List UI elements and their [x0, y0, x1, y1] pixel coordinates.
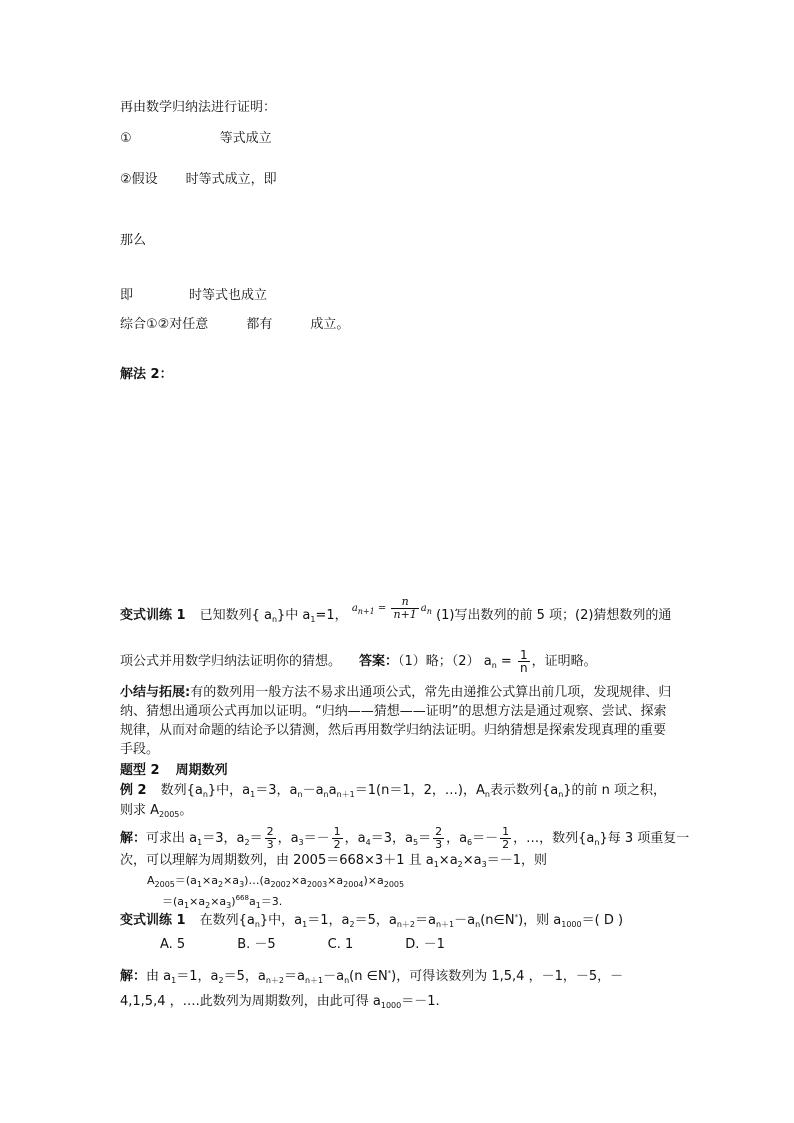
variant1-line1: 变式训练 1 已知数列{ $a_n$}中 $a_1=1$， $^{a_{n+1} = \frac{n}{n+1} a_n}$ (1)写出数列的前 5 项；(2)猜想数列的通 — [120, 595, 672, 624]
example2-line1: 例 2 数列$\{a_n\}$中，$a_1=3$，$a_n-a_na_{n+1}=1(n=1$，2，…)，$A_n$表示数列$\{a_n\}$的前 n 项之积， — [120, 783, 667, 799]
proof-then: 那么 — [120, 233, 147, 248]
solution-v1b-line1: 解：由 $a_1=1$，$a_2=5$，$a_{n+2}=a_{n+1}-a_n(n$ ∈N*)，可得该数列为 1,5,4 ，－1，－5，－ — [120, 969, 624, 985]
solution2-label: 解法 2： — [120, 367, 173, 382]
variant1b-options — [160, 936, 445, 954]
proof-ji: 即 时等式也成立 — [120, 288, 268, 303]
option-b[interactable]: B. －5 — [237, 937, 276, 952]
topic2-heading: 题型 2 周期数列 — [120, 763, 228, 778]
step1-mark: ① — [120, 131, 132, 146]
option-c[interactable]: C. 1 — [327, 937, 354, 952]
summary-paragraph: 小结与拓展:有的数列用一般方法不易求出通项公式，常先由递推公式算出前几项，发现规律、归纳、猜想出通项公式再加以证明。“归纳——猜想——证明”的思想方法是通过观察、尝试、探索规律，从而对命题的结论予以猜测，然后再用数学归纳法证明。归纳猜想是探索发现真理的重要手段。 — [120, 685, 672, 757]
proof-step2: ②假设 时等式成立，即 — [120, 172, 277, 187]
solution-ex2-line3: $A_{2005}=(a_1\times a_2\times a_3)\dots(a_{2002}\times a_{2003}\times a_{2004})\times a_{2005}$ — [147, 874, 405, 889]
proof-step1 — [120, 130, 272, 148]
recurrence-formula: an+1 = n n+1 an — [351, 595, 432, 621]
example2-line2: 则求 $A_{2005}$。 — [120, 803, 193, 819]
solution-ex2-line1: 解：可求出 $a_1=3$，$a_2=$ $\frac{2}{3}$ ，$a_3=-$ $\frac{1}{2}$ ，$a_4=3$，$a_5=$ $\frac{2}{3}$ ，$a_6=-$ $\frac{1}{2}$ ，…，数列$\{a_n\}$每 3 项重复一 — [120, 825, 690, 851]
variant1-line2: 项公式并用数学归纳法证明你的猜想。 答案：（1）略；（2） $a_n$ = $\frac{1}{n}$ ，证明略。 — [120, 648, 597, 675]
step1-text: 等式成立 — [219, 131, 272, 146]
solution-ex2-line4: $=(a_1\times a_2\times a_3)^{668}a_1=3$. — [162, 894, 283, 910]
option-d[interactable]: D. －1 — [405, 937, 445, 952]
solution-v1b-line2: 4,1,5,4 ，….此数列为周期数列，由此可得 $a_{1000}=-1$. — [120, 994, 440, 1010]
proof-summary: 综合①②对任意 都有 成立。 — [120, 317, 350, 332]
proof-intro: 再由数学归纳法进行证明： — [120, 100, 277, 115]
variant1b-line1: 变式训练 1 在数列$\{a_n\}$中，$a_1=1$，$a_2=5$，$a_{n+2}=a_{n+1}-a_n(n\in N^*)$，则 $a_{1000}=$( D ) — [120, 913, 624, 929]
option-a[interactable]: A. 5 — [160, 937, 186, 952]
solution-ex2-line2: 次，可以理解为周期数列，由 2005＝668×3＋1 且 $a_1\times a_2\times a_3=-1$，则 — [120, 853, 547, 869]
